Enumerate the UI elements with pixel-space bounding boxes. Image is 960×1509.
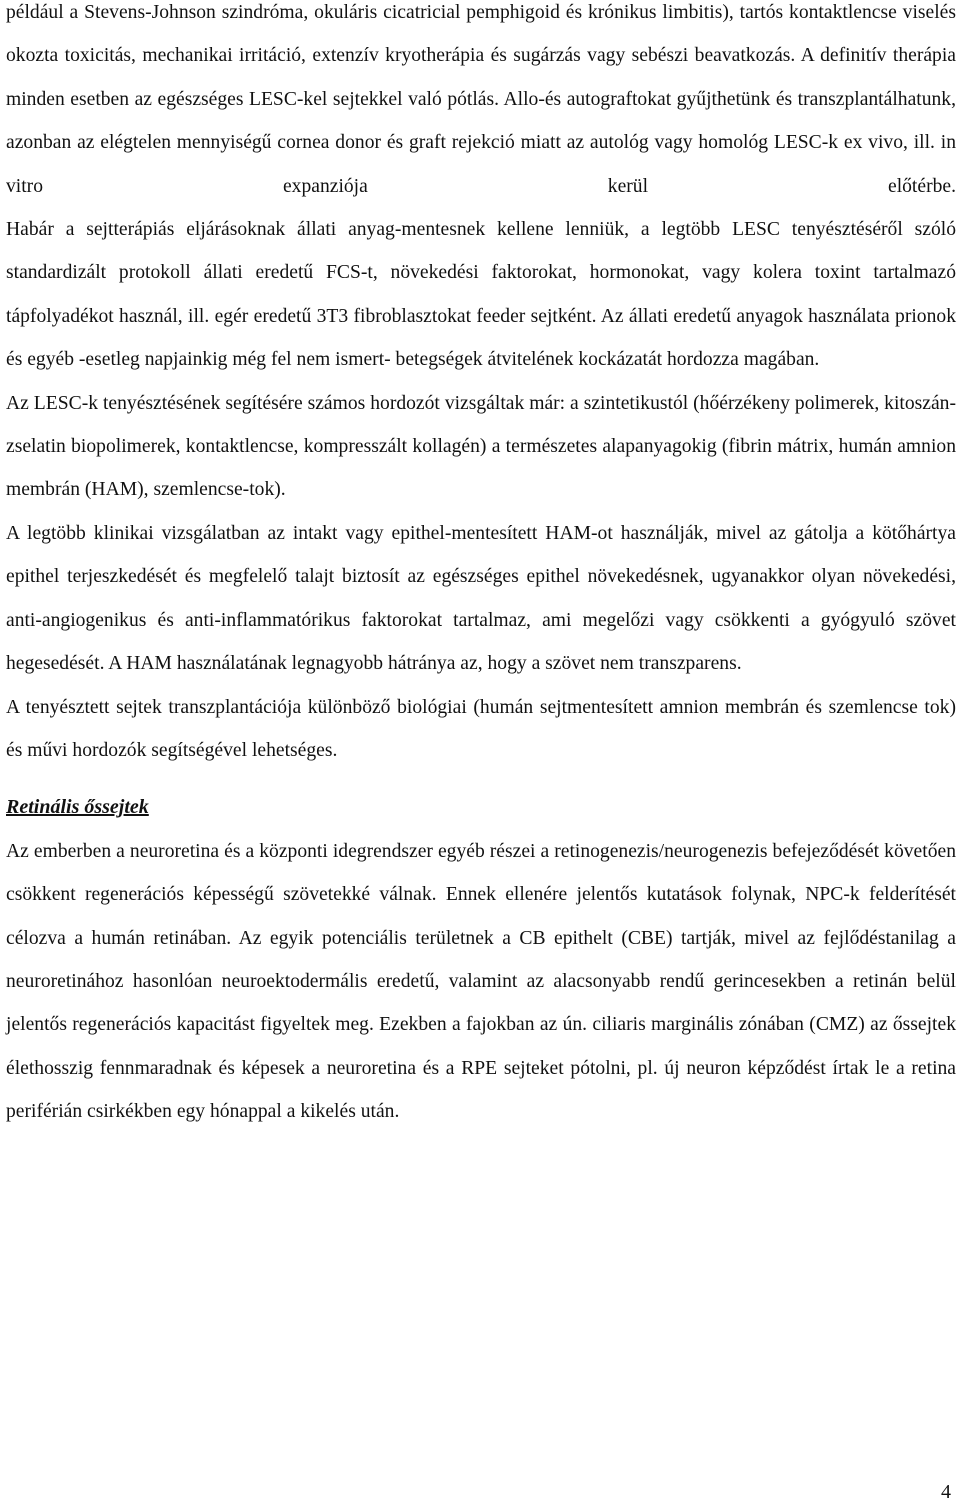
page-number: 4 <box>941 1481 951 1503</box>
paragraph-transplantation: A tenyésztett sejtek transzplantációja különböző biológiai (humán sejtmentesített amnion membrán és szemlencse tok) és művi hordozók segítségével lehetséges. <box>6 696 956 761</box>
paragraph-ham: A legtöbb klinikai vizsgálatban az intakt vagy epithel-mentesített HAM-ot használják, mivel az gátolja a kötőhártya epithel terjeszkedését és megfelelő talajt biztosít az egészséges epithel növekedésnek, ugyanakkor olyan növekedési, anti-angiogenikus és anti-inflammatórikus faktorokat tartalmaz, ami megelőzi vagy csökkenti a gyógyuló szövet hegesedését. A HAM használatának legnagyobb hátránya az, hogy a szövet nem transzparens. <box>6 522 956 675</box>
document-page <box>6 0 956 1134</box>
paragraph-carriers: Az LESC-k tenyésztésének segítésére számos hordozót vizsgáltak már: a szintetikustól (hőérzékeny polimerek, kitoszán-zselatin biopolimerek, kontaktlencse, kompresszált kollagén) a természetes alapanyagokig (fibrin mátrix, humán amnion membrán (HAM), szemlencse-tok). <box>6 392 956 501</box>
paragraph-retinal-regeneration: Az emberben a neuroretina és a központi idegrendszer egyéb részei a retinogenezis/neurogenezis befejeződését követően csökkent regenerációs képességű szövetekké válnak. Ennek ellenére jelentős kutatások folynak, NPC-k felderítését célozva a humán retinában. Az egyik potenciális területnek a CB epithelt (CBE) tartják, mivel az fejlődéstanilag a neuroretinához hasonlóan neuroektodermális eredetű, valamint az alacsonyabb rendű gerincesekben a retinán belül jelentős regenerációs kapacitást figyeltek meg. Ezekben a fajokban az ún. ciliaris marginális zónában (CMZ) az őssejtek élethosszig fennmaradnak és képesek a neuroretina és a RPE sejteket pótolni, pl. új neuron képződést írtak le a retina periférián csirkékben egy hónappal a kikelés után. <box>6 840 956 1123</box>
section-heading-retinal-stem-cells: Retinális őssejtek <box>6 796 149 819</box>
paragraph-animal-free: Habár a sejtterápiás eljárásoknak állati anyag-mentesnek kellene lenniük, a legtöbb LESC tenyésztéséről szóló standardizált protokoll állati eredetű FCS-t, növekedési faktorokat, hormonokat, vagy kolera toxint tartalmazó tápfolyadékot használ, ill. egér eredetű 3T3 fibroblasztokat feeder sejtként. Az állati eredetű anyagok használata prionok és egyéb -esetleg napjainkig még fel nem ismert- betegségek átvitelének kockázatát hordozza magában. <box>6 219 956 371</box>
paragraph-lesc-therapy: például a Stevens-Johnson szindróma, okuláris cicatricial pemphigoid és krónikus limbitis), tartós kontaktlencse viselés okozta toxicitás, mechanikai irritáció, extenzív kryotherápia és sugárzás vagy sebészi beavatkozás. A definitív therápia minden esetben az egészséges LESC-kel sejtekkel való pótlás. Allo-és autograftokat gyűjthetünk és transzplantálhatunk, azonban az elégtelen mennyiségű cornea donor és graft rejekció miatt az autológ vagy homológ LESC-k ex vivo, ill. in vitro expanziója kerül előtérbe. <box>6 2 956 197</box>
